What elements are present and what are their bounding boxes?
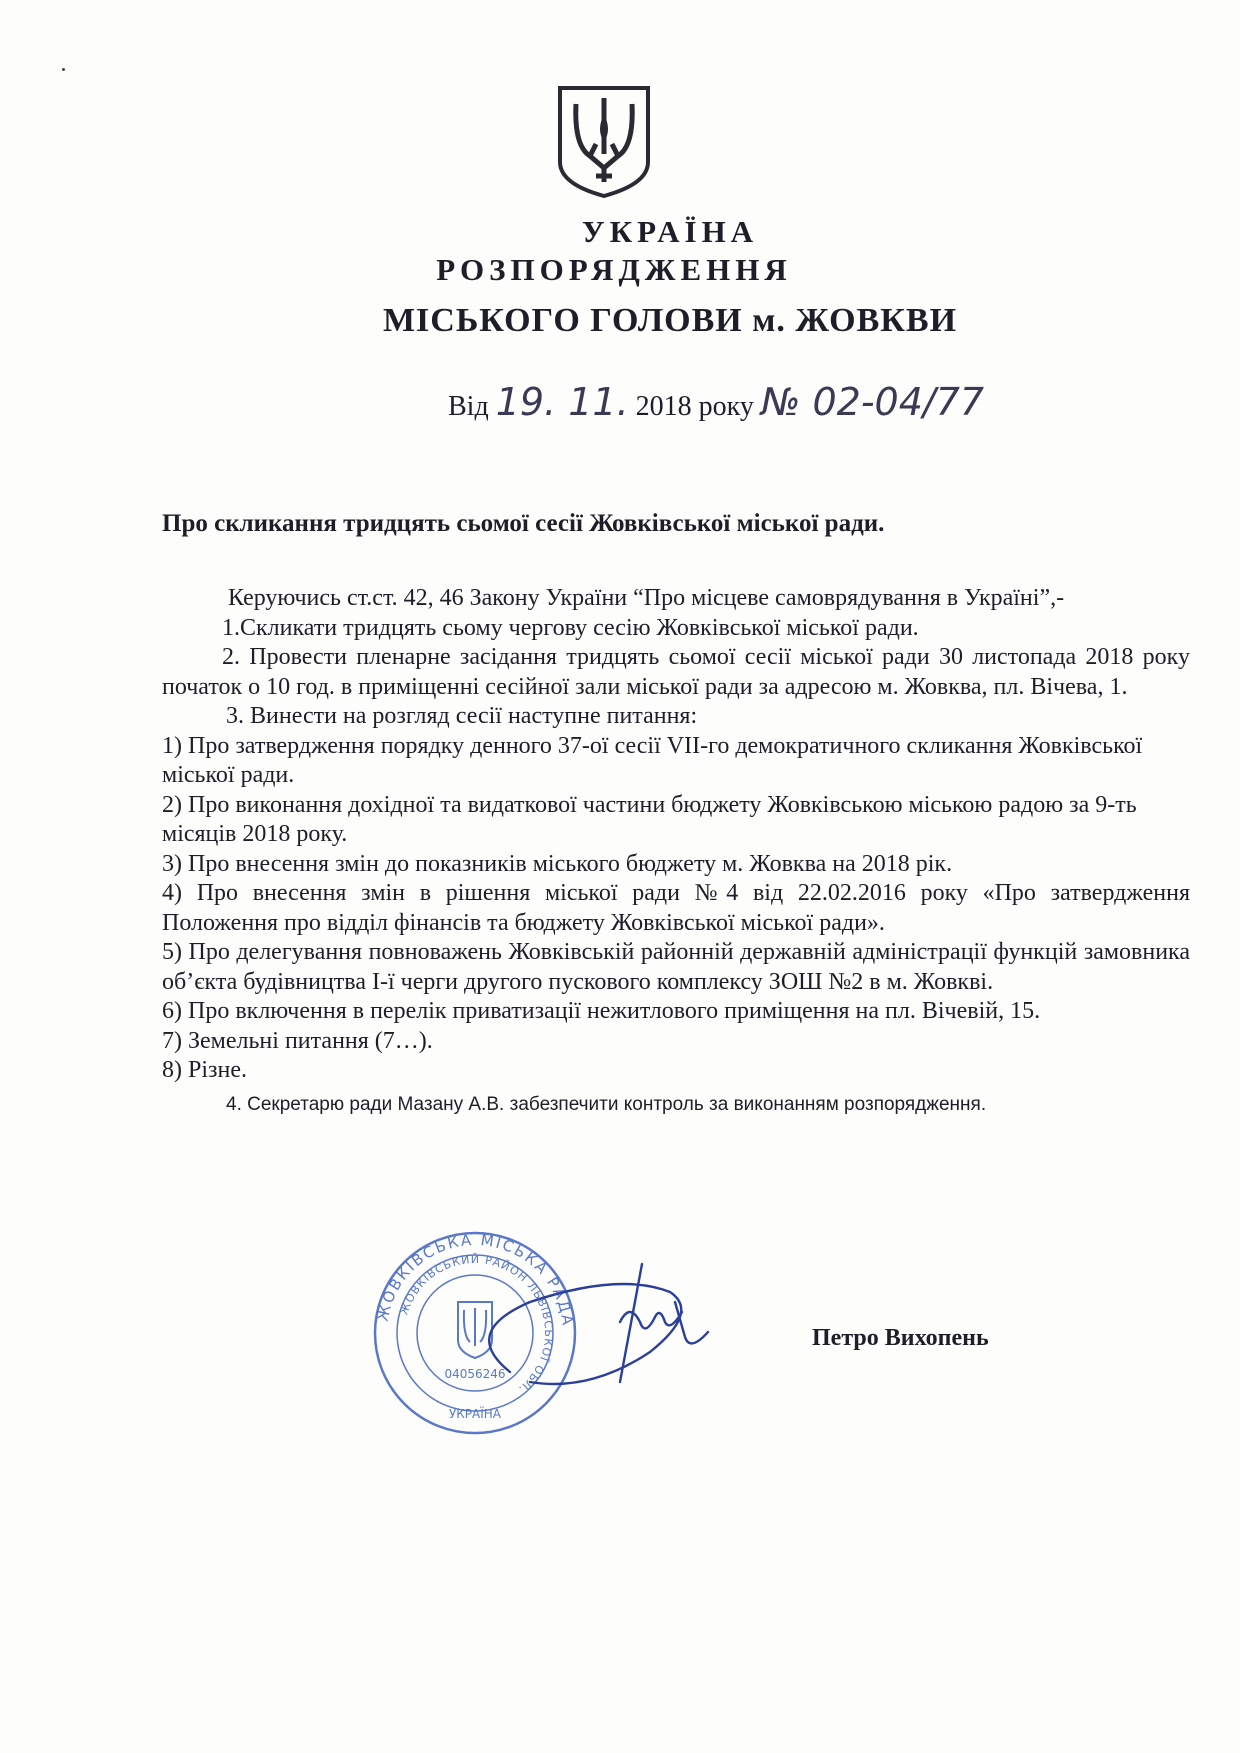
header-issuer: МІСЬКОГО ГОЛОВИ м. ЖОВКВИ (382, 302, 958, 339)
stamp-bottom-text: УКРАЇНА (448, 1407, 502, 1421)
order-item: 1.Скликати тридцять сьому чергову сесію Жовківської міської ради. (222, 614, 919, 641)
stamp-code: 04056246 (444, 1367, 506, 1381)
agenda-item: 3) Про внесення змін до показників міського бюджету м. Жовква на 2018 рік. (162, 850, 953, 877)
agenda-item: 2) Про виконання дохідної та видаткової частини бюджету Жовківською міською радою за 9-ть місяців 2018 року. (162, 791, 1137, 847)
scan-speck (62, 68, 65, 71)
coat-of-arms-icon (556, 84, 652, 200)
stamp-inner-text: ЖОВКІВСЬКИЙ РАЙОН ЛЬВІВСЬКОЇ ОБЛ. (397, 1252, 556, 1397)
agenda-item: 4) Про внесення змін в рішення міської ради №4 від 22.02.2016 року «Про затвердження Положення про відділ фінансів та бюджету Жовківської міської ради». (162, 880, 1190, 936)
agenda-item: 8) Різне. (162, 1057, 247, 1083)
agenda-item: 5) Про делегування повноважень Жовківській районній державній адміністрації функцій замовника об’єкта будівництва І-ї черги другого пускового комплексу ЗОШ №2 в м. Жовкві. (162, 939, 1190, 995)
agenda-item: 1) Про затвердження порядку денного 37-ої сесії VII-го демократичного скликання Жовківської міської ради. (162, 732, 1143, 788)
agenda-item: 6) Про включення в перелік приватизації нежитлового приміщення на пл. Вічевій, 15. (162, 998, 1041, 1024)
date-prefix: Від (448, 391, 489, 422)
agenda-item: 7) Земельні питання (7…). (162, 1027, 433, 1054)
date-line (448, 380, 984, 424)
order-items (162, 614, 1190, 732)
header-doc-type: РОЗПОРЯДЖЕННЯ (436, 252, 792, 287)
date-handwritten: 19. 11. (495, 380, 629, 424)
date-year: 2018 (635, 391, 692, 422)
doc-number-handwritten: № 02-04/77 (760, 380, 985, 424)
date-year-word: року (698, 391, 754, 422)
document-subject: Про скликання тридцять сьомої сесії Жовківської міської ради. (162, 510, 885, 537)
signer-name: Петро Вихопень (812, 1325, 989, 1351)
header-country: УКРАЇНА (581, 214, 759, 249)
final-item: 4. Секретарю ради Мазану А.В. забезпечити контроль за виконанням розпорядження. (226, 1093, 987, 1115)
handwritten-signature (470, 1262, 740, 1402)
order-item: 3. Винести на розгляд сесії наступне питання: (226, 703, 698, 729)
document-body (162, 584, 1190, 1119)
preamble: Керуючись ст.ст. 42, 46 Закону України “Про місцеве самоврядування в Україні”,- (228, 585, 1065, 611)
agenda-list (162, 732, 1190, 1086)
stamp-outer-text: ЖОВКІВСЬКА МІСЬКА РАДА (373, 1230, 577, 1328)
order-item: 2. Провести пленарне засідання тридцять сьомої сесії міської ради 30 листопада 2018 року початок о 10 год. в приміщенні сесійної зали міської ради за адресою м. Жовква, пл. Вічева, 1. (162, 644, 1190, 700)
